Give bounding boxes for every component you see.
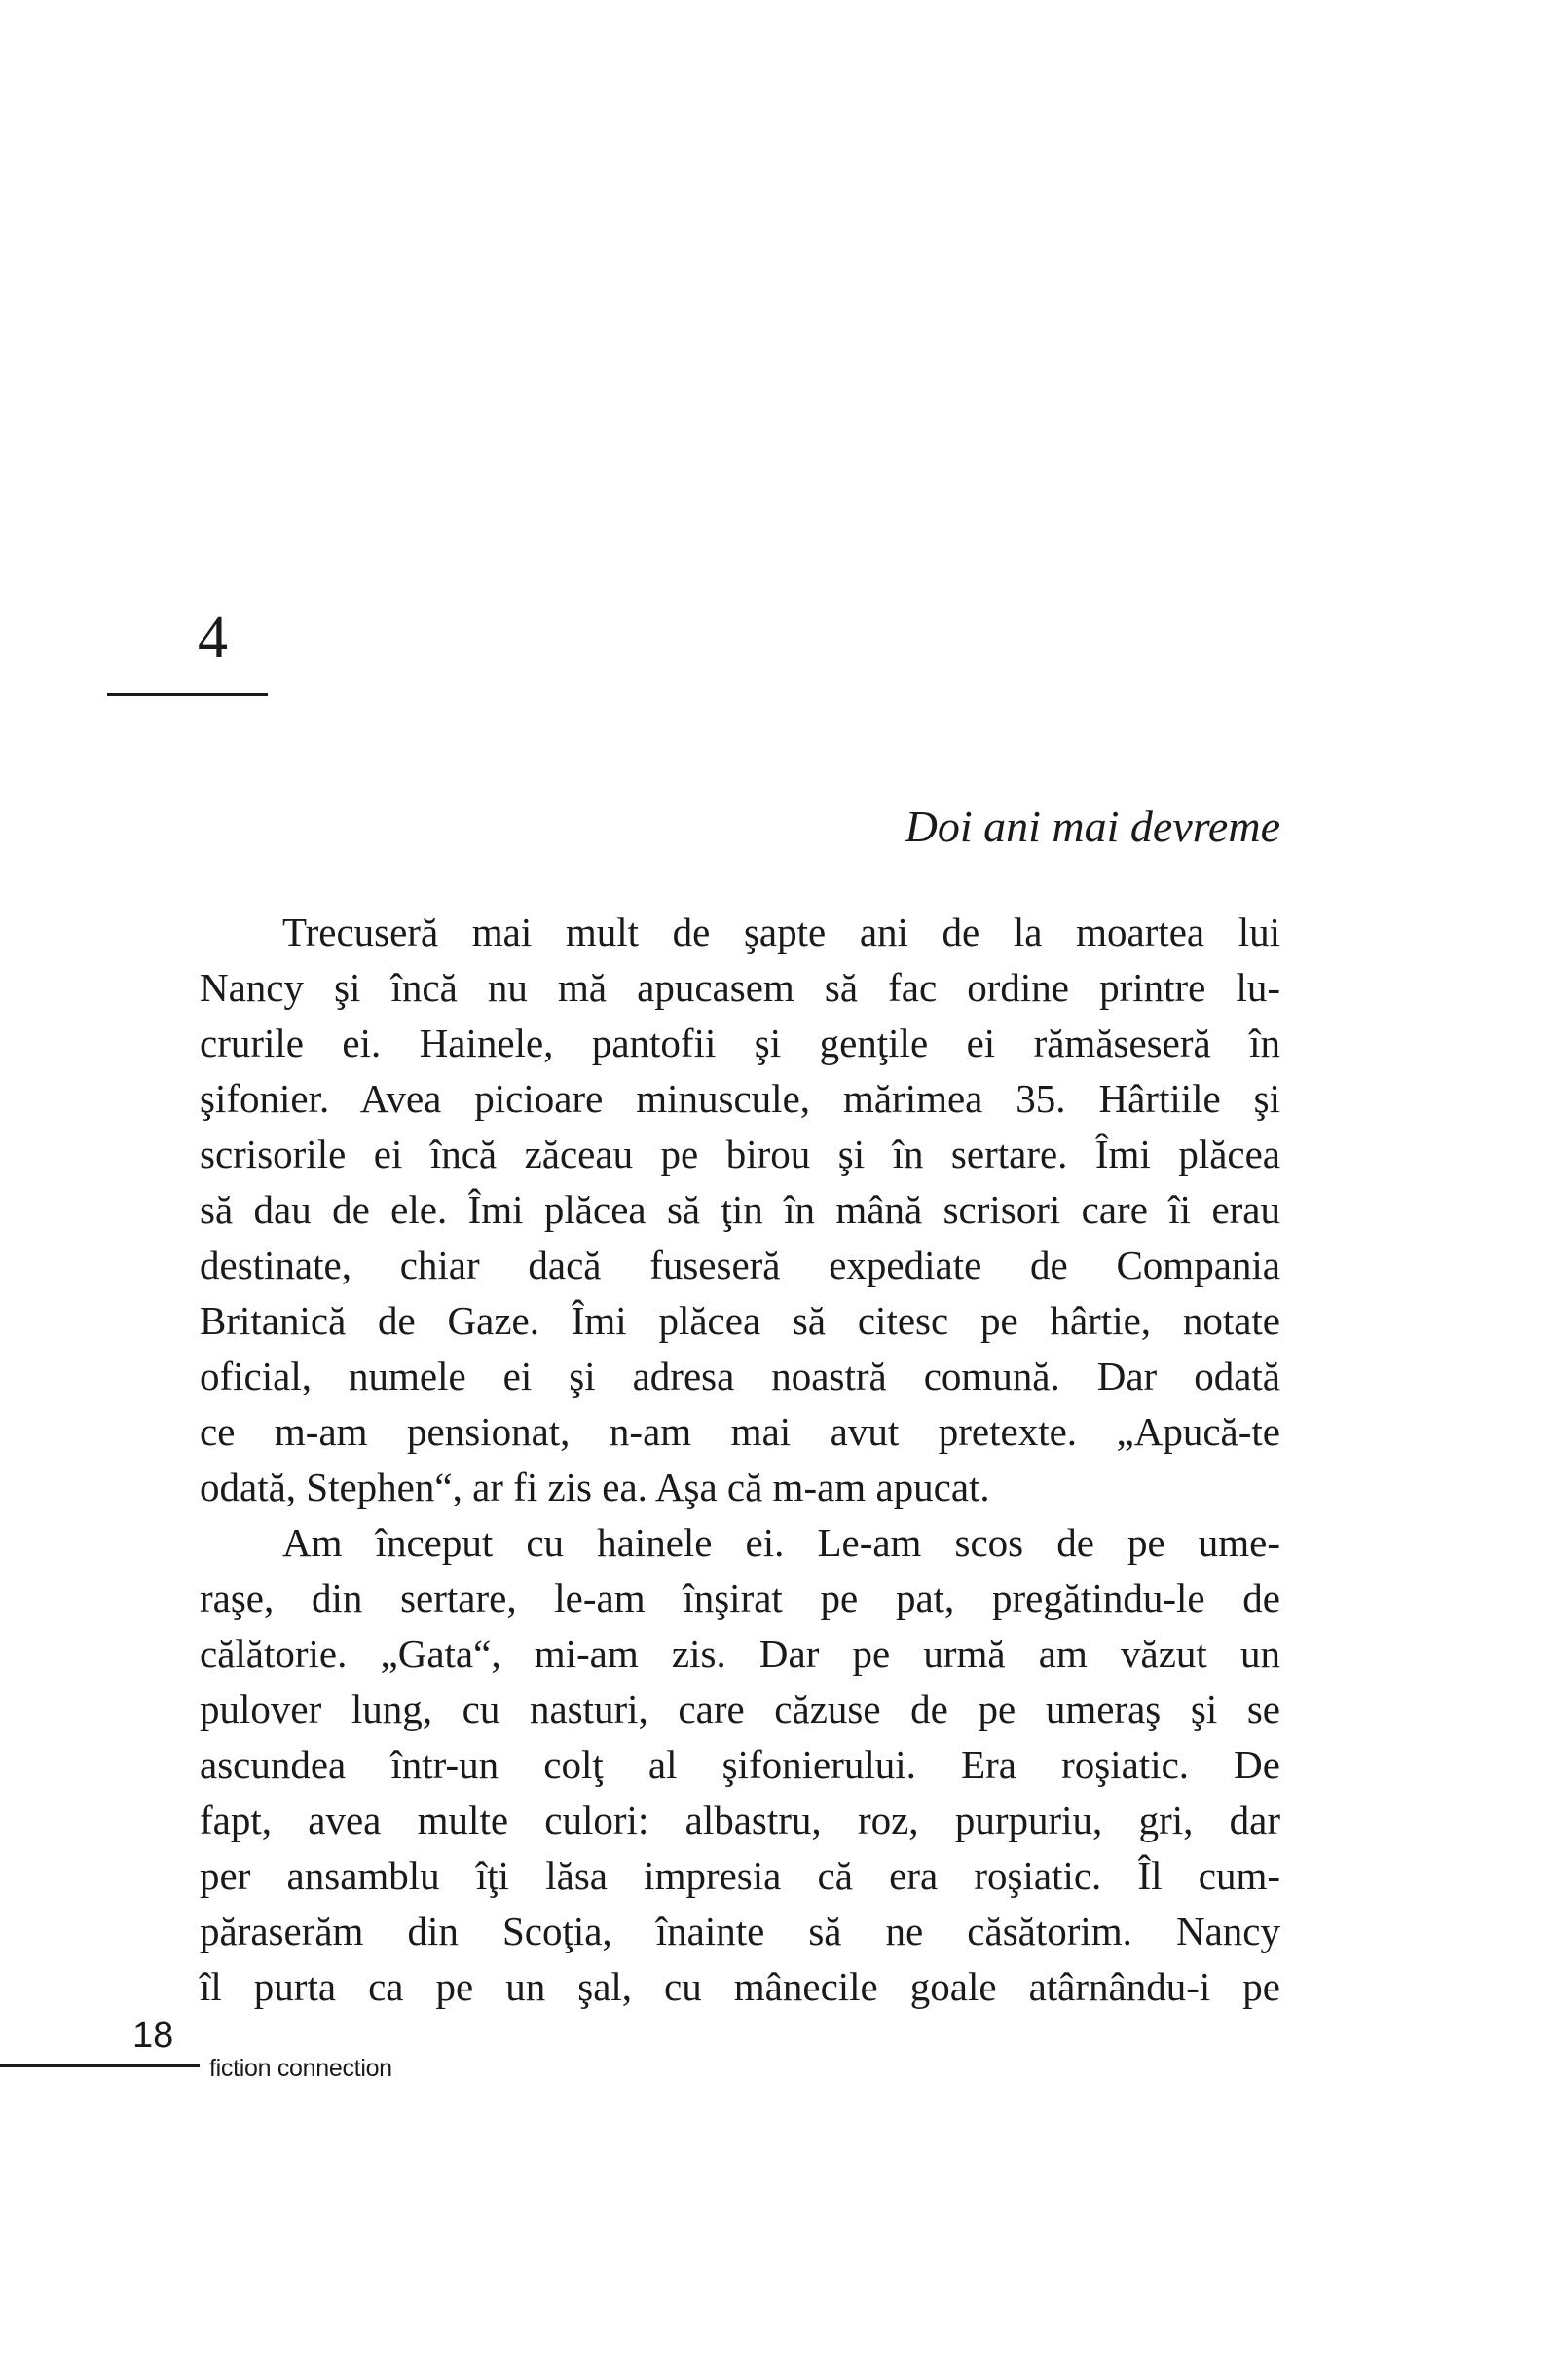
body-line: destinate, chiar dacă fuseseră expediate de Compania xyxy=(200,1243,1280,1287)
body-line: Britanică de Gaze. Îmi plăcea să citesc pe hârtie, notate xyxy=(200,1298,1280,1343)
footer-rule xyxy=(0,2064,200,2067)
imprint-label: fiction connection xyxy=(209,2055,392,2082)
body-line: scrisorile ei încă zăceau pe birou şi în sertare. Îmi plăcea xyxy=(200,1132,1280,1176)
body-text xyxy=(200,905,1280,2015)
body-line: crurile ei. Hainele, pantofii şi genţile ei rămăseseră în xyxy=(200,1021,1280,1065)
body-line: ascundea într-un colţ al şifonierului. Era roşiatic. De xyxy=(200,1742,1280,1787)
body-line: Nancy şi încă nu mă apucasem să fac ordine printre lu- xyxy=(200,965,1280,1010)
body-line: ce m-am pensionat, n-am mai avut pretexte. „Apucă-te xyxy=(200,1409,1280,1454)
body-line: păraserăm din Scoţia, înainte să ne căsătorim. Nancy xyxy=(200,1909,1280,1953)
body-line: Am început cu hainele ei. Le-am scos de pe ume- xyxy=(282,1520,1280,1565)
page-number: 18 xyxy=(132,2015,174,2056)
body-line: Trecuseră mai mult de şapte ani de la moartea lui xyxy=(282,910,1280,954)
body-line: fapt, avea multe culori: albastru, roz, purpuriu, gri, dar xyxy=(200,1798,1280,1842)
body-line: per ansamblu îţi lăsa impresia că era roşiatic. Îl cum- xyxy=(200,1853,1280,1898)
chapter-number: 4 xyxy=(198,605,228,671)
body-line: raşe, din sertare, le-am înşirat pe pat, pregătindu-le de xyxy=(200,1576,1280,1620)
body-line: îl purta ca pe un şal, cu mânecile goale atârnându-i pe xyxy=(200,1964,1280,2009)
section-heading: Doi ani mai devreme xyxy=(905,801,1280,851)
body-line: pulover lung, cu nasturi, care căzuse de pe umeraş şi se xyxy=(200,1687,1280,1731)
body-line: odată, Stephen“, ar fi zis ea. Aşa că m-am apucat. xyxy=(200,1465,990,1509)
body-line: să dau de ele. Îmi plăcea să ţin în mână scrisori care îi erau xyxy=(200,1187,1280,1232)
body-line: oficial, numele ei şi adresa noastră comună. Dar odată xyxy=(200,1354,1280,1398)
body-line: călătorie. „Gata“, mi-am zis. Dar pe urmă am văzut un xyxy=(200,1631,1280,1676)
body-line: şifonier. Avea picioare minuscule, mărimea 35. Hârtiile şi xyxy=(200,1076,1280,1121)
chapter-rule xyxy=(107,693,268,696)
